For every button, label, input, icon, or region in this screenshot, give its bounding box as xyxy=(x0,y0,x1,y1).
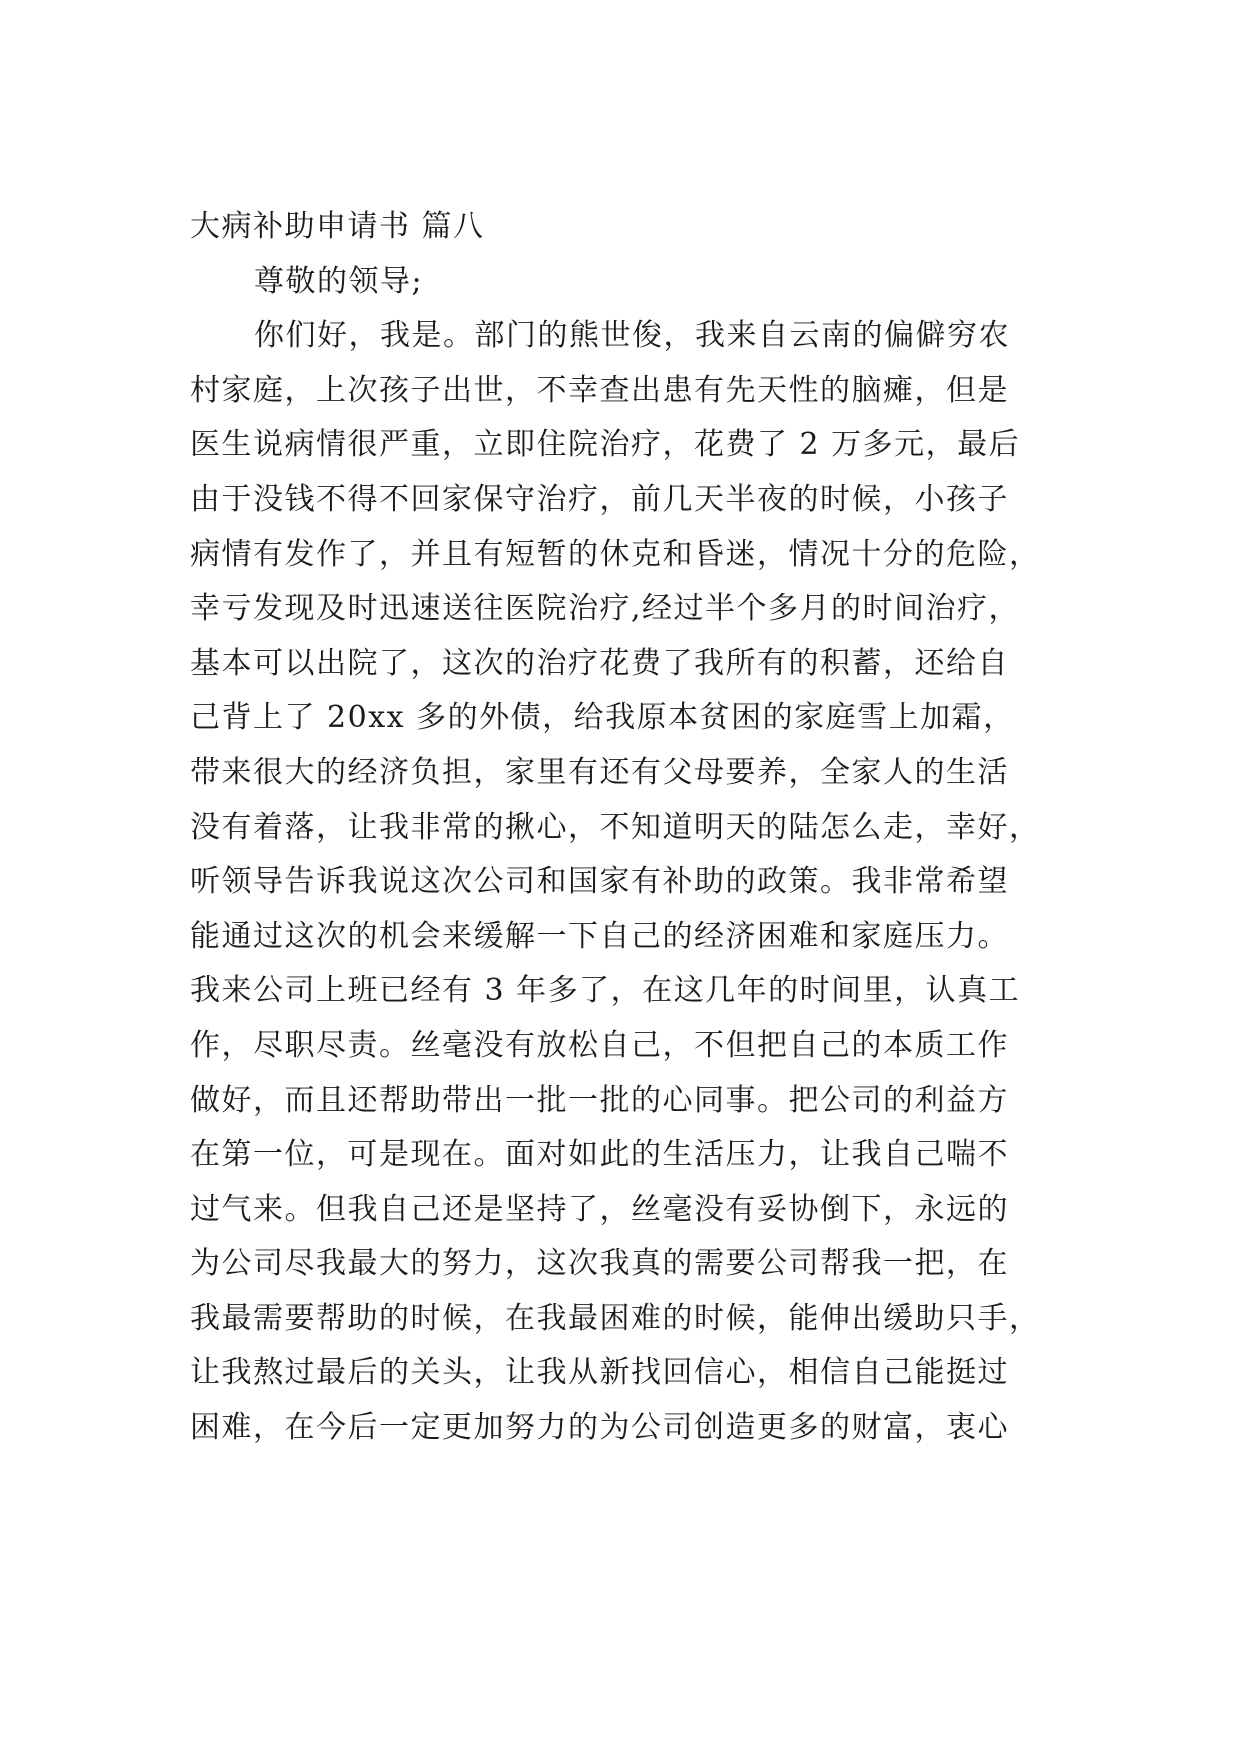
body-line: 由于没钱不得不回家保守治疗，前几天半夜的时候，小孩子 xyxy=(190,481,1009,517)
body-line: 为公司尽我最大的努力，这次我真的需要公司帮我一把，在 xyxy=(190,1246,1009,1282)
body-line: 我最需要帮助的时候，在我最困难的时候，能伸出缓助只手， xyxy=(190,1300,1041,1336)
body-line: 没有着落，让我非常的揪心，不知道明天的陆怎么走，幸好， xyxy=(190,809,1041,845)
document-title: 大病补助申请书 篇八 xyxy=(190,209,485,244)
body-line: 病情有发作了，并且有短暂的休克和昏迷，情况十分的危险， xyxy=(190,536,1041,572)
body-line: 我来公司上班已经有 3 年多了，在这几年的时间里，认真工 xyxy=(190,973,1021,1009)
body-line: 医生说病情很严重，立即住院治疗，花费了 2 万多元，最后 xyxy=(190,427,1021,463)
body-line: 带来很大的经济负担，家里有还有父母要养，全家人的生活 xyxy=(190,754,1009,790)
body-line: 基本可以出院了，这次的治疗花费了我所有的积蓄，还给自 xyxy=(190,645,1009,681)
body-line: 过气来。但我自己还是坚持了，丝毫没有妥协倒下，永远的 xyxy=(190,1191,1009,1227)
body-line: 你们好，我是。部门的熊世俊，我来自云南的偏僻穷农 xyxy=(254,318,1010,354)
body-line: 能通过这次的机会来缓解一下自己的经济困难和家庭压力。 xyxy=(190,918,1009,954)
salutation: 尊敬的领导; xyxy=(254,263,424,299)
body-line: 做好，而且还帮助带出一批一批的心同事。把公司的利益方 xyxy=(190,1082,1009,1118)
body-line: 让我熬过最后的关头，让我从新找回信心，相信自己能挺过 xyxy=(190,1355,1009,1391)
body-line: 听领导告诉我说这次公司和国家有补助的政策。我非常希望 xyxy=(190,864,1009,900)
body-line: 己背上了 20xx 多的外债，给我原本贫困的家庭雪上加霜， xyxy=(190,700,1015,736)
body-line: 困难，在今后一定更加努力的为公司创造更多的财富，衷心 xyxy=(190,1410,1009,1446)
body-line: 作，尽职尽责。丝毫没有放松自己，不但把自己的本质工作 xyxy=(190,1027,1009,1063)
body-line: 幸亏发现及时迅速送往医院治疗,经过半个多月的时间治疗， xyxy=(190,591,1021,627)
document-text xyxy=(190,200,1070,1456)
body-line: 村家庭，上次孩子出世，不幸查出患有先天性的脑瘫，但是 xyxy=(190,372,1009,408)
body-line: 在第一位，可是现在。面对如此的生活压力，让我自己喘不 xyxy=(190,1137,1009,1173)
